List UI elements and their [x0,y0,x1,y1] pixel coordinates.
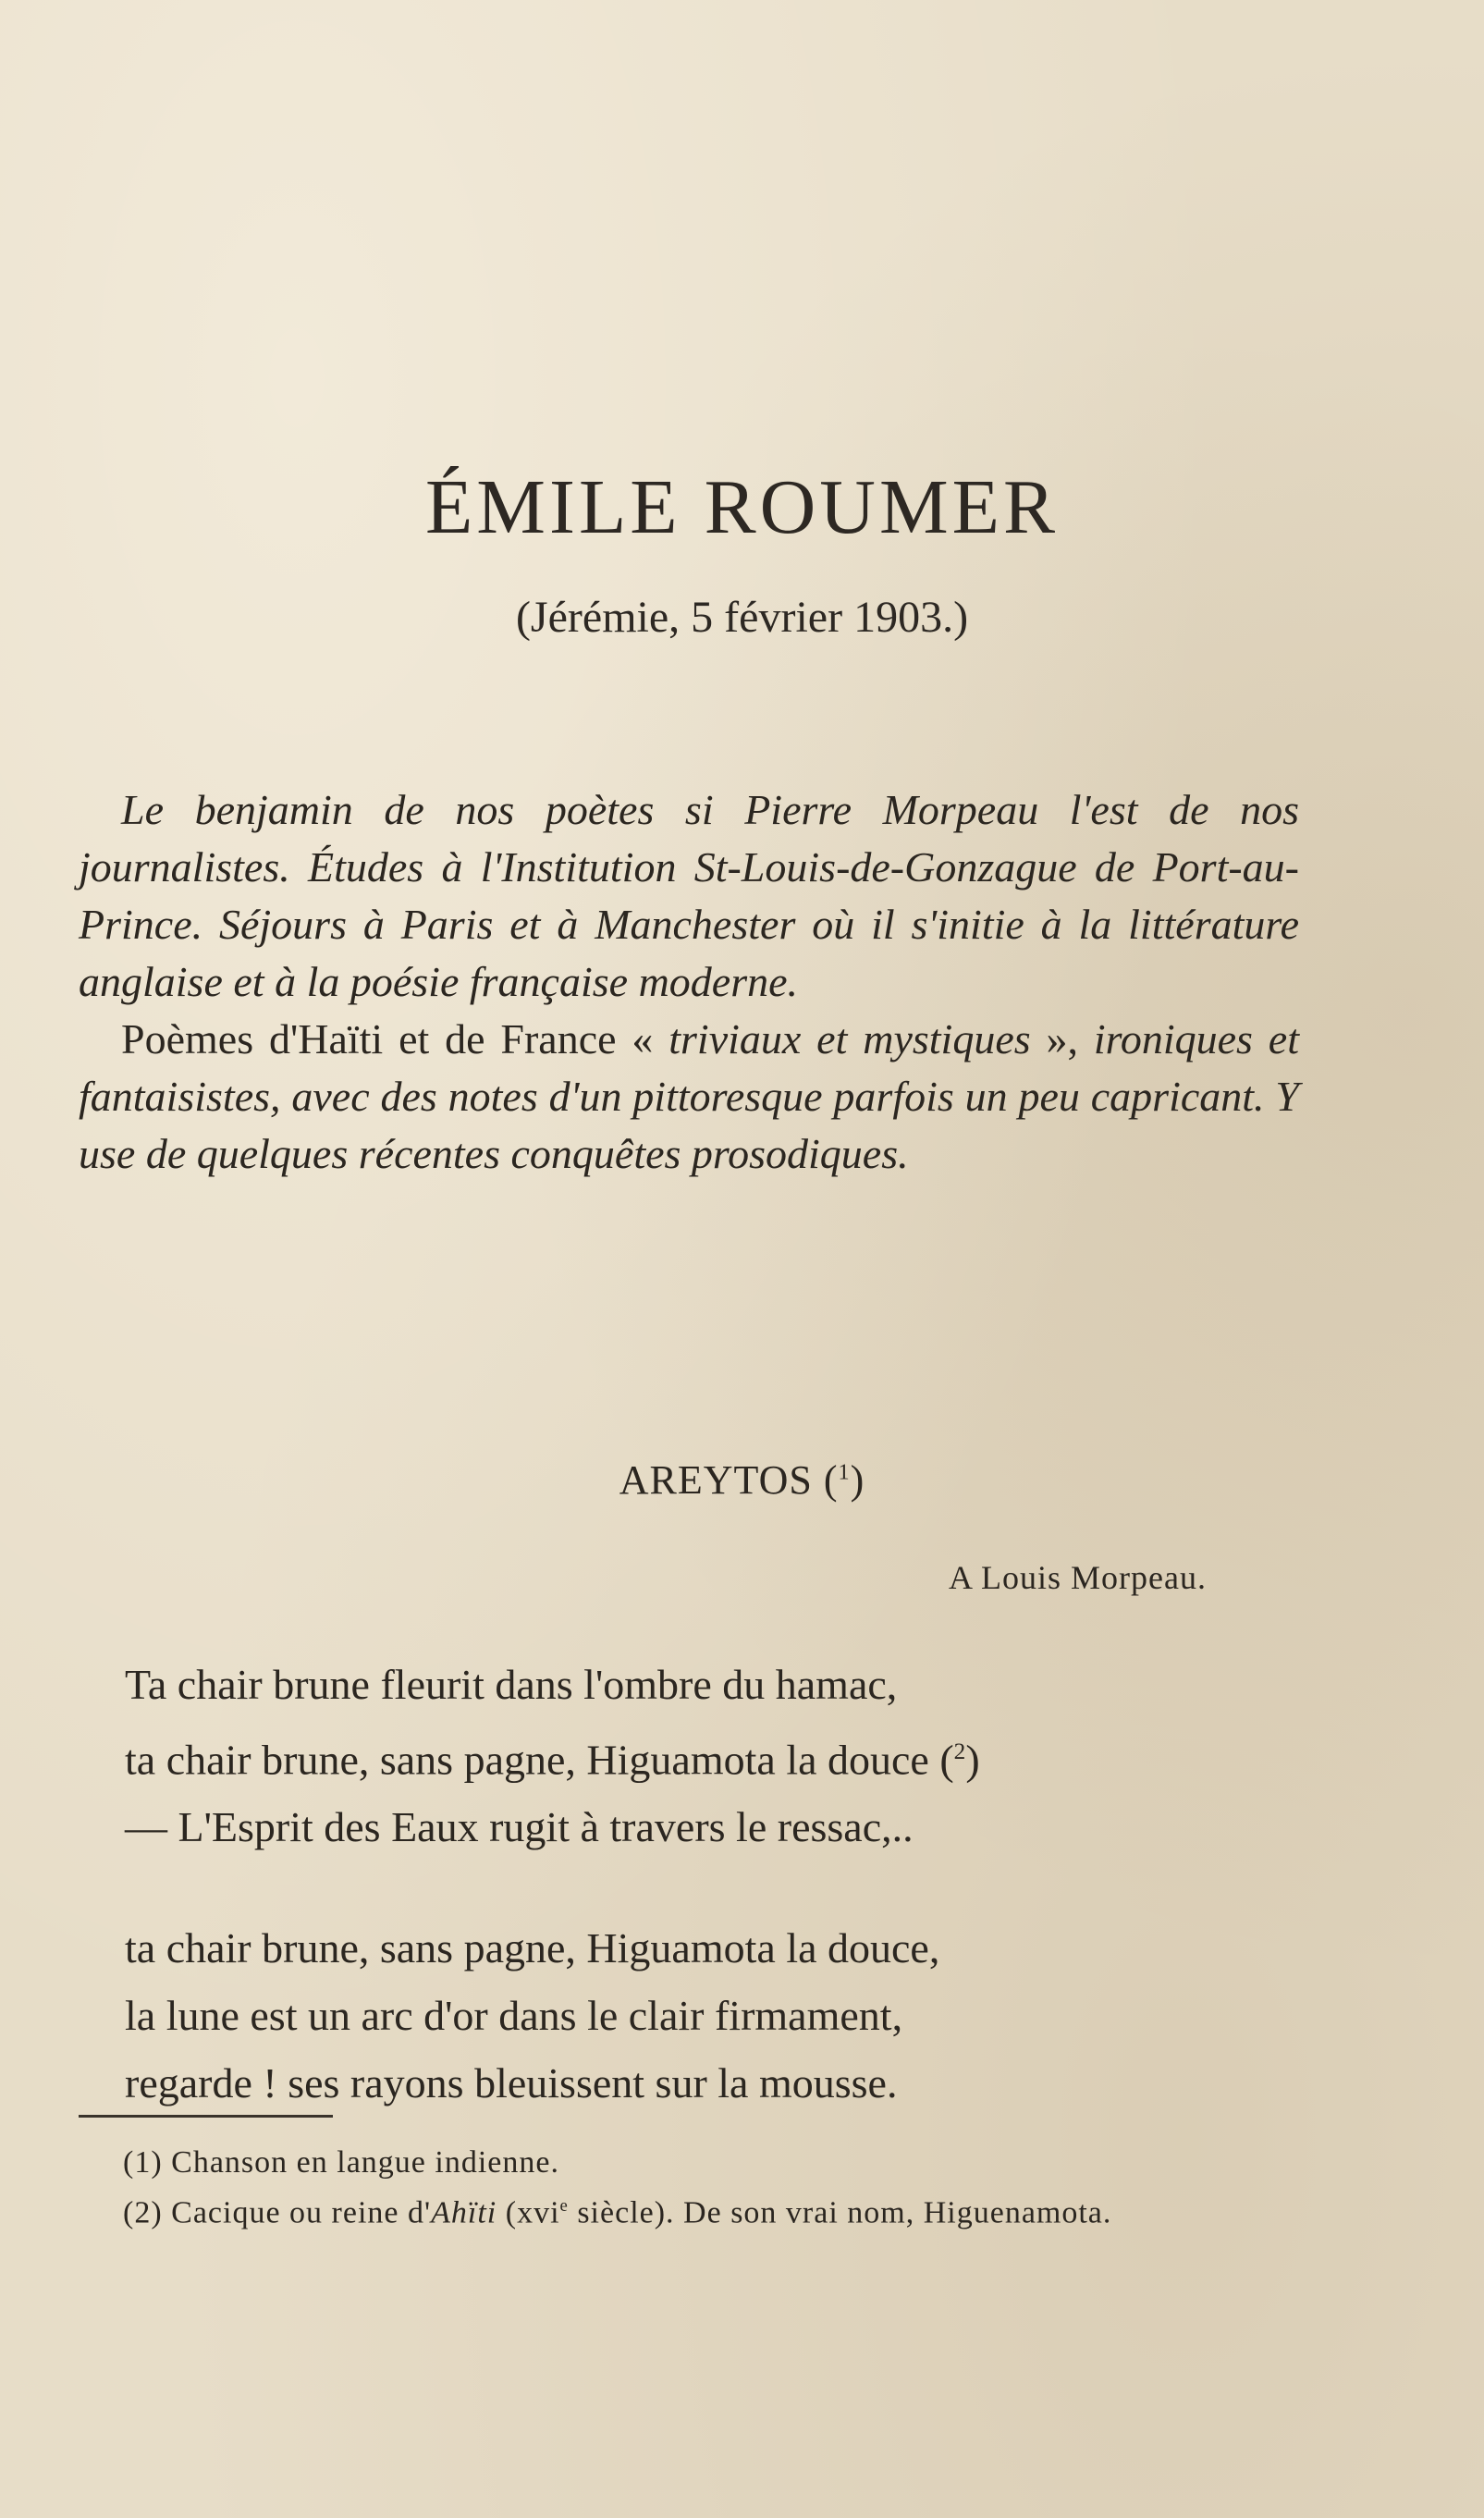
verse-line: regarde ! ses rayons bleuissent sur la mousse. [125,2059,898,2107]
page-title: ÉMILE ROUMER [425,464,1059,550]
biography [79,781,1299,1183]
footnote-2-text-b: (xvi [497,2195,560,2230]
poem-title-text: AREYTOS ( [619,1457,839,1503]
bio-paragraph-1: Le benjamin de nos poètes si Pierre Morpeau l'est de nos journalistes. Études à l'Institution St-Louis-de-Gonzague de Port-au-Prince. Séjours à Paris et à Manchester où il s'initie à la littérature anglaise et à la poésie française moderne. [79,786,1299,1005]
poem-title-footnote-ref[interactable]: 1 [838,1459,851,1485]
footnote-1 [79,2141,1299,2184]
verse-line-text: ta chair brune, sans pagne, Higuamota la douce ( [125,1736,954,1784]
footnote-1-mark: (1) [123,2145,163,2180]
dedication: A Louis Morpeau. [949,1559,1207,1596]
stanza-2 [125,1914,1290,2117]
bio-p2-quote-close: », [1030,1015,1094,1062]
poem-title-close: ) [850,1457,865,1503]
verse-footnote-ref[interactable]: 2 [953,1738,966,1764]
bio-p2-body: ironiques et fantaisistes, avec des notes d'un pittoresque parfois un peu capricant. Y use de quelques récentes conquêtes prosodiques. [79,1015,1299,1177]
footnote-2-place: Ahïti [431,2195,497,2230]
footnote-divider [79,2115,333,2118]
verse-line: ta chair brune, sans pagne, Higuamota la douce, [125,1924,940,1972]
footnote-2-mark: (2) [123,2195,163,2230]
footnote-1-text: Chanson en langue indienne. [162,2145,559,2180]
verse-line: — L'Esprit des Eaux rugit à travers le ressac,.. [125,1803,914,1851]
footnote-2-text-c: siècle). De son vrai nom, Higuenamota. [568,2195,1112,2230]
footnote-2-text-a: Cacique ou reine d' [162,2195,432,2230]
footnote-2 [79,2184,1299,2234]
verse-line [125,1718,1290,1793]
footnote-2-sup: e [559,2196,569,2216]
birth-info: (Jérémie, 5 février 1903.) [515,593,969,642]
verse-line: Ta chair brune fleurit dans l'ombre du hamac, [125,1661,898,1708]
bio-p2-intro: Poèmes d'Haïti et de France « [121,1015,669,1062]
poem-body [125,1651,1290,2170]
bio-paragraph-2 [79,1011,1299,1183]
stanza-1 [125,1651,1290,1861]
verse-line: la lune est un arc d'or dans le clair firmament, [125,1992,903,2040]
footnotes [79,2141,1299,2234]
bio-p2-quote: triviaux et mystiques [668,1015,1031,1062]
poem-title [0,1456,1484,1504]
verse-line-close: ) [965,1736,980,1784]
